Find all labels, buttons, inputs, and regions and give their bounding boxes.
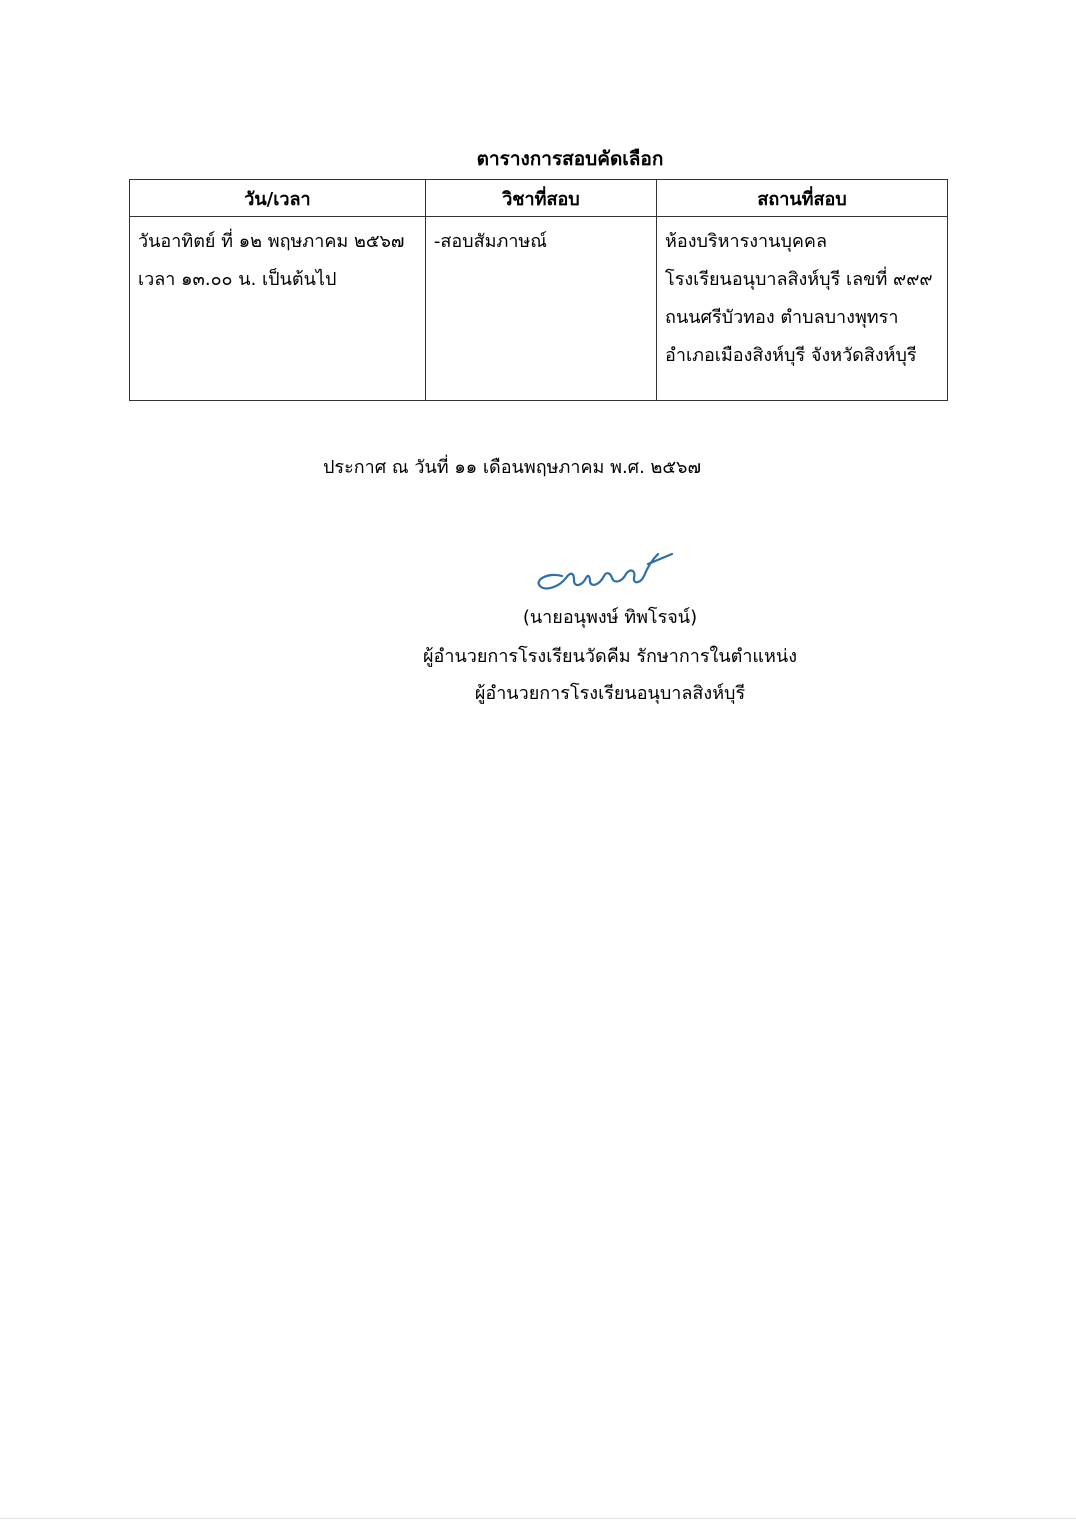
- signer-name: (นายอนุพงษ์ ทิพโรจน์): [522, 607, 698, 628]
- handwritten-signature: [530, 542, 680, 602]
- venue-line-room: ห้องบริหารงานบุคคล: [665, 231, 827, 252]
- page-bottom-divider: [0, 1518, 1076, 1519]
- table-title: ตารางการสอบคัดเลือก: [476, 148, 664, 170]
- cell-venue: [657, 217, 948, 401]
- date-line: วันอาทิตย์ ที่ ๑๒ พฤษภาคม ๒๕๖๗: [138, 231, 405, 252]
- venue-line-district: อำเภอเมืองสิงห์บุรี จังหวัดสิงห์บุรี: [665, 345, 917, 366]
- header-venue: สถานที่สอบ: [657, 180, 948, 217]
- exam-schedule-table: [129, 179, 948, 401]
- header-date-time: วัน/เวลา: [130, 180, 426, 217]
- header-subject: วิชาที่สอบ: [425, 180, 656, 217]
- signer-position-line2: ผู้อำนวยการโรงเรียนอนุบาลสิงห์บุรี: [474, 683, 746, 704]
- signer-position-line1: ผู้อำนวยการโรงเรียนวัดคีม รักษาการในตำแหน่ง: [423, 646, 797, 667]
- venue-line-road: ถนนศรีบัวทอง ตำบลบางพุทรา: [665, 307, 899, 328]
- table-row: [130, 217, 948, 401]
- cell-date-time: [130, 217, 426, 401]
- subject-line: -สอบสัมภาษณ์: [433, 231, 547, 252]
- cell-subject: [425, 217, 656, 401]
- announcement-date: ประกาศ ณ วันที่ ๑๑ เดือนพฤษภาคม พ.ศ. ๒๕๖๗: [323, 457, 701, 478]
- venue-line-school: โรงเรียนอนุบาลสิงห์บุรี เลขที่ ๙๙๙: [665, 269, 933, 290]
- time-line: เวลา ๑๓.๐๐ น. เป็นต้นไป: [138, 269, 337, 290]
- table-header-row: [130, 180, 948, 217]
